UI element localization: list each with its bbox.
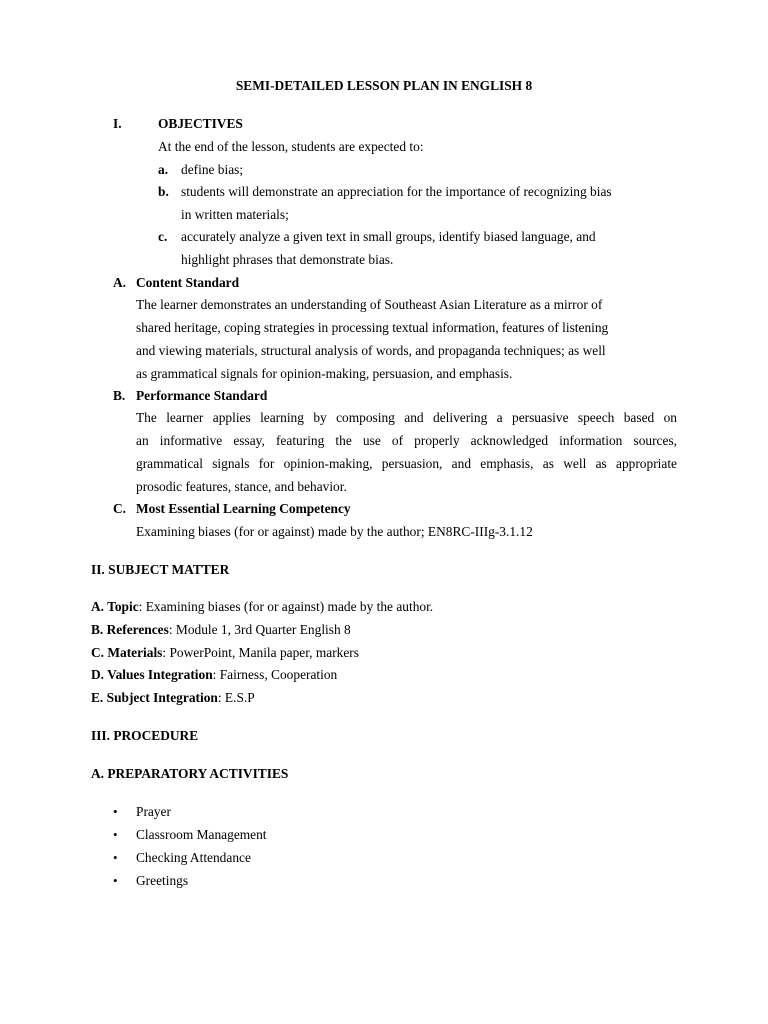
subject-matter-label: C. Materials — [91, 645, 163, 660]
melc-heading: Most Essential Learning Competency — [136, 501, 351, 516]
subject-matter-label: D. Values Integration — [91, 667, 213, 682]
document-title: SEMI-DETAILED LESSON PLAN IN ENGLISH 8 — [235, 78, 533, 93]
section-heading-procedure: III. PROCEDURE — [91, 728, 199, 743]
subject-matter-item — [91, 690, 255, 706]
performance-standard-line: prosodic features, stance, and behavior. — [136, 479, 347, 494]
subject-matter-value: : E.S.P — [217, 690, 255, 705]
preparatory-activity-item: Greetings — [136, 873, 189, 888]
objective-text: accurately analyze a given text in small groups, identify biased language, and — [181, 229, 596, 244]
subsection-label: A. — [113, 275, 127, 290]
preparatory-activities-heading: A. PREPARATORY ACTIVITIES — [91, 766, 289, 781]
objective-text: students will demonstrate an appreciation for the importance of recognizing bias — [181, 184, 612, 199]
melc-text: Examining biases (for or against) made by the author; EN8RC-IIIg-3.1.12 — [136, 524, 533, 539]
content-standard-line: as grammatical signals for opinion-making, persuasion, and emphasis. — [136, 366, 513, 381]
performance-standard-heading: Performance Standard — [136, 388, 268, 403]
bullet-icon: • — [113, 873, 118, 888]
content-standard-line: The learner demonstrates an understanding of Southeast Asian Literature as a mirror of — [136, 297, 603, 312]
objective-text: define bias; — [181, 162, 244, 177]
subject-matter-value: : Fairness, Cooperation — [212, 667, 338, 682]
bullet-icon: • — [113, 850, 118, 865]
performance-standard-line: The learner applies learning by composing and delivering a persuasive speech based on — [136, 410, 677, 425]
subject-matter-value: : PowerPoint, Manila paper, markers — [162, 645, 359, 660]
subject-matter-item — [91, 667, 337, 683]
bullet-icon: • — [113, 804, 118, 819]
content-standard-line: and viewing materials, structural analysis of words, and propaganda techniques; as well — [136, 343, 606, 358]
subject-matter-item — [91, 599, 433, 615]
content-standard-heading: Content Standard — [136, 275, 240, 290]
performance-standard-line: an informative essay, featuring the use of properly acknowledged information sources, — [136, 433, 677, 448]
subject-matter-label: E. Subject Integration — [91, 690, 218, 705]
subject-matter-item — [91, 622, 351, 638]
section-heading-objectives: OBJECTIVES — [158, 116, 243, 131]
preparatory-activity-item: Prayer — [136, 804, 171, 819]
objectives-intro: At the end of the lesson, students are expected to: — [158, 139, 424, 154]
objective-text-continued: in written materials; — [181, 207, 289, 222]
content-standard-line: shared heritage, coping strategies in processing textual information, features of listening — [136, 320, 609, 335]
subsection-label: B. — [113, 388, 126, 403]
objective-label: c. — [158, 229, 168, 244]
subject-matter-value: : Module 1, 3rd Quarter English 8 — [168, 622, 351, 637]
objective-text-continued: highlight phrases that demonstrate bias. — [181, 252, 394, 267]
subsection-label: C. — [113, 501, 127, 516]
subject-matter-label: B. References — [91, 622, 169, 637]
objective-label: b. — [158, 184, 169, 199]
performance-standard-line: grammatical signals for opinion-making, persuasion, and emphasis, as well as appropriate — [136, 456, 677, 471]
preparatory-activity-item: Classroom Management — [136, 827, 267, 842]
bullet-icon: • — [113, 827, 118, 842]
section-number: I. — [113, 116, 122, 131]
subject-matter-item — [91, 645, 359, 661]
preparatory-activity-item: Checking Attendance — [136, 850, 251, 865]
objective-label: a. — [158, 162, 169, 177]
subject-matter-label: A. Topic — [91, 599, 139, 614]
subject-matter-value: : Examining biases (for or against) made by the author. — [138, 599, 434, 614]
section-heading-subject-matter: II. SUBJECT MATTER — [91, 562, 230, 577]
